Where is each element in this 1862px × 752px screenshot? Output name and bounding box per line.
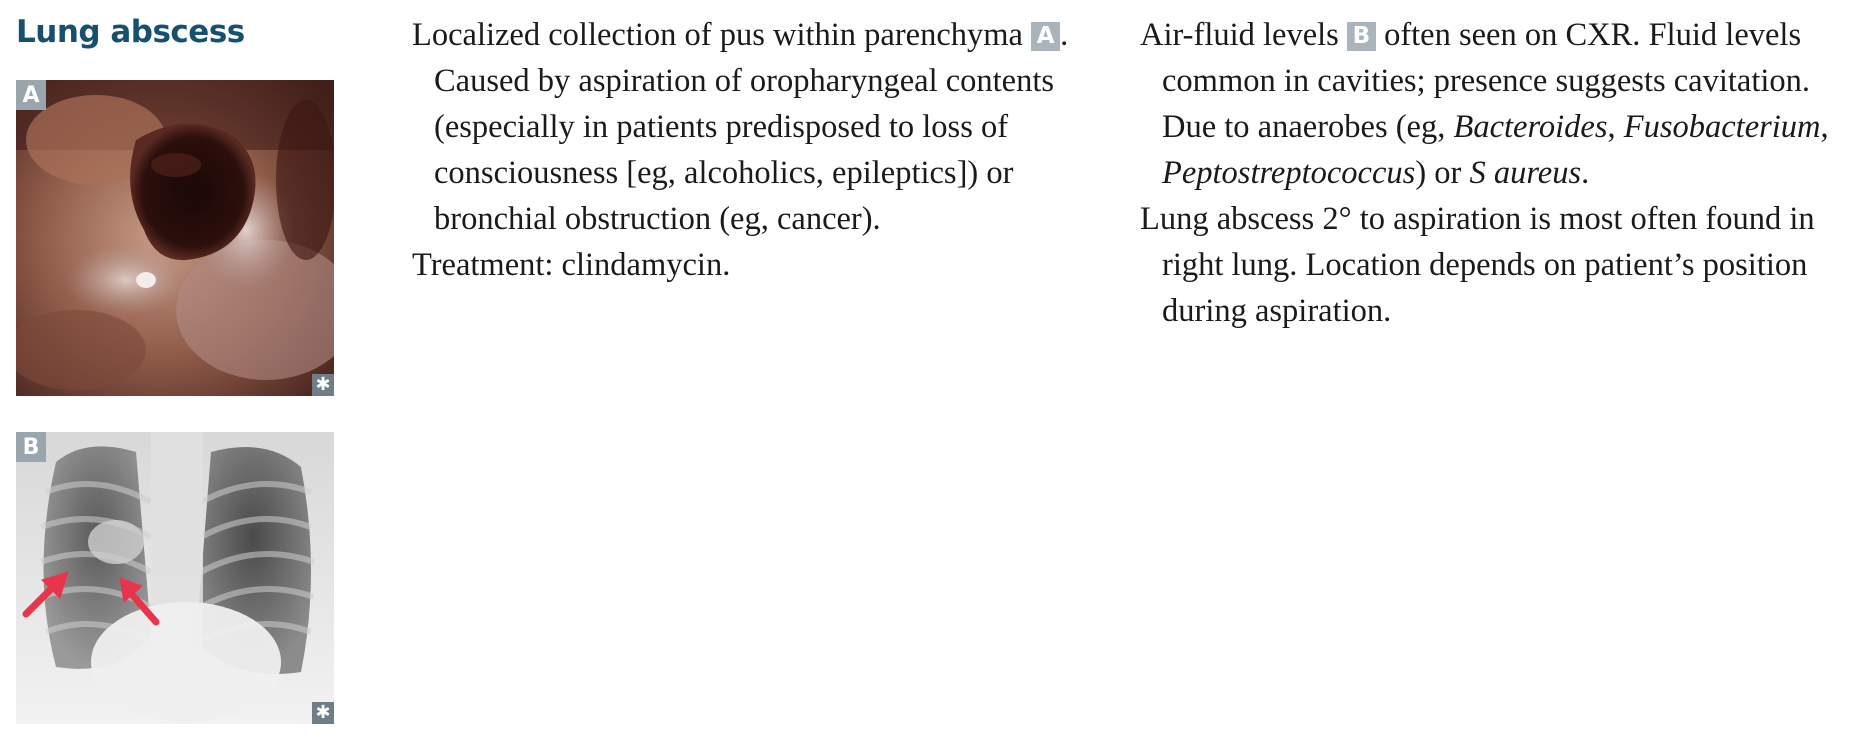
description-text-end: . Caused by aspiration of oropharyngeal contents (especially in patients predisposed to loss of consciousness [eg, alcoholics, epileptics]) or bronchial obstruction (eg, cancer). [434,17,1069,237]
organism-bacteroides: Bacteroides [1453,109,1608,145]
figure-a-image [16,80,334,396]
organism-s-aureus: S aureus [1469,155,1582,191]
description-text-start: Localized collection of pus within parenchyma [412,17,1023,53]
figure-b-reference: B [1347,22,1376,51]
figure-b-chest-xray [16,432,334,724]
comma: , [1607,109,1616,145]
comma: , [1820,109,1829,145]
organism-fusobacterium: Fusobacterium [1623,109,1821,145]
findings-column [1140,12,1860,334]
figure-a-credit-icon: ✱ [312,374,334,396]
period: . [1581,155,1590,191]
figure-b-credit-icon: ✱ [312,702,334,724]
section-title: Lung abscess [16,14,245,50]
figure-b-image [16,432,334,724]
location-paragraph: Lung abscess 2° to aspiration is most often found in right lung. Location depends on patient’s position during aspiration. [1140,201,1815,329]
findings-paragraph [1140,12,1860,196]
organism-peptostreptococcus: Peptostreptococcus [1162,155,1416,191]
findings-text-start: Air-fluid levels [1140,17,1339,53]
figure-a-gross-specimen [16,80,334,396]
figure-b-label: B [16,432,46,462]
treatment-paragraph: Treatment: clindamycin. [412,247,731,283]
figure-a-label: A [16,80,46,110]
figure-a-reference: A [1031,22,1060,51]
findings-text-or: ) or [1415,155,1462,191]
findings-text-middle: often seen on CXR. Fluid levels common in cavities; presence suggests cavitation. Due to anaerobes (eg, [1162,17,1811,145]
description-paragraph [412,12,1112,242]
description-column [412,12,1112,288]
